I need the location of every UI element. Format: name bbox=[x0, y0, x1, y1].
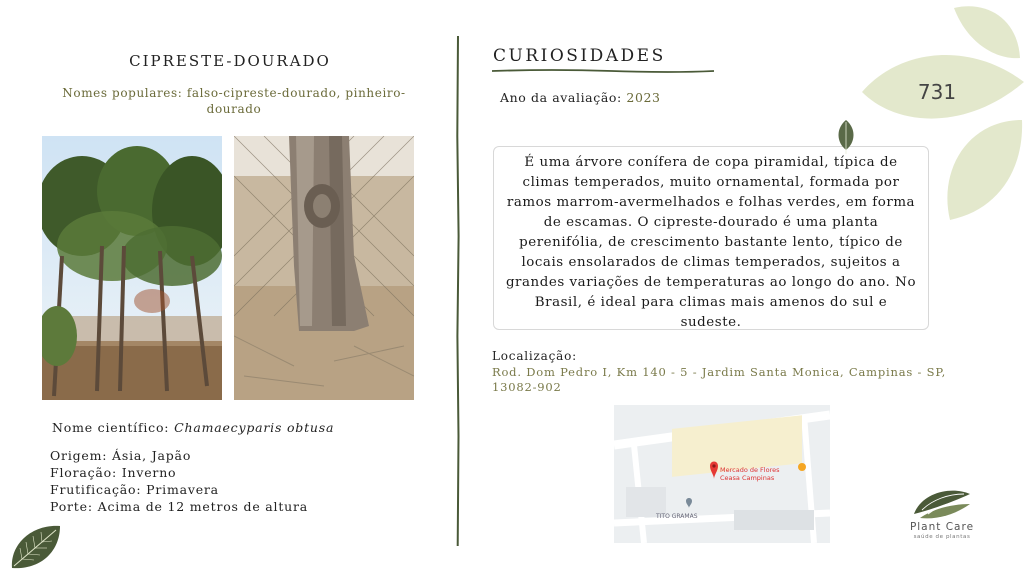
year-label: Ano da avaliação: bbox=[500, 90, 622, 105]
title-underline bbox=[492, 68, 714, 74]
plant-facts bbox=[50, 447, 308, 515]
scientific-label: Nome científico: bbox=[52, 420, 170, 435]
brand-tagline: saúde de plantas bbox=[913, 534, 971, 540]
curiosidades-title: CURIOSIDADES bbox=[493, 46, 666, 66]
column-divider bbox=[454, 36, 462, 546]
plant-care-logo-icon bbox=[912, 486, 972, 522]
map-place-line1: Mercado de Flores bbox=[720, 466, 780, 474]
leaf-bottom-left-icon bbox=[10, 522, 62, 570]
scientific-name-value: Chamaecyparis obtusa bbox=[174, 420, 335, 435]
fact-flowering: Floração: Inverno bbox=[50, 465, 177, 480]
fact-origin: Origem: Ásia, Japão bbox=[50, 448, 192, 463]
scientific-name bbox=[52, 420, 334, 435]
fact-size: Porte: Acima de 12 metros de altura bbox=[50, 499, 309, 514]
year-value: 2023 bbox=[626, 90, 661, 105]
plant-common-name: CIPRESTE-DOURADO bbox=[129, 52, 331, 70]
map-poi-label: TITO GRAMAS bbox=[656, 513, 698, 520]
trunk-photo bbox=[234, 136, 414, 400]
popular-names: Nomes populares: falso-cipreste-dourado, pinheiro-dourado bbox=[62, 86, 406, 116]
badge-number: 731 bbox=[917, 80, 957, 104]
map-place-line2: Ceasa Campinas bbox=[720, 474, 775, 482]
description-box: É uma árvore conífera de copa piramidal, típica de climas temperados, muito ornamental, formada por ramos marrom-avermelhados e folhas verdes, em forma de escamas. O cipreste-dourado é uma planta perenifólia, de crescimento bastante lento, típico de locais ensolarados de climas temperados, sujeitos a grandes variações de temperaturas ao longo do ano. No Brasil, é ideal para climas mais amenos do sul e sudeste. bbox=[493, 146, 929, 330]
evaluation-year bbox=[500, 90, 661, 105]
fact-fruiting: Frutificação: Primavera bbox=[50, 482, 219, 497]
brand-name: Plant Care bbox=[909, 521, 975, 533]
location-label: Localização: bbox=[492, 349, 577, 363]
location-address: Rod. Dom Pedro I, Km 140 - 5 - Jardim Santa Monica, Campinas - SP, 13082-902 bbox=[492, 365, 947, 394]
small-leaf-icon bbox=[836, 120, 856, 154]
tree-photo bbox=[42, 136, 222, 400]
location-map[interactable] bbox=[614, 405, 830, 543]
map-poi-icon[interactable] bbox=[798, 463, 806, 471]
